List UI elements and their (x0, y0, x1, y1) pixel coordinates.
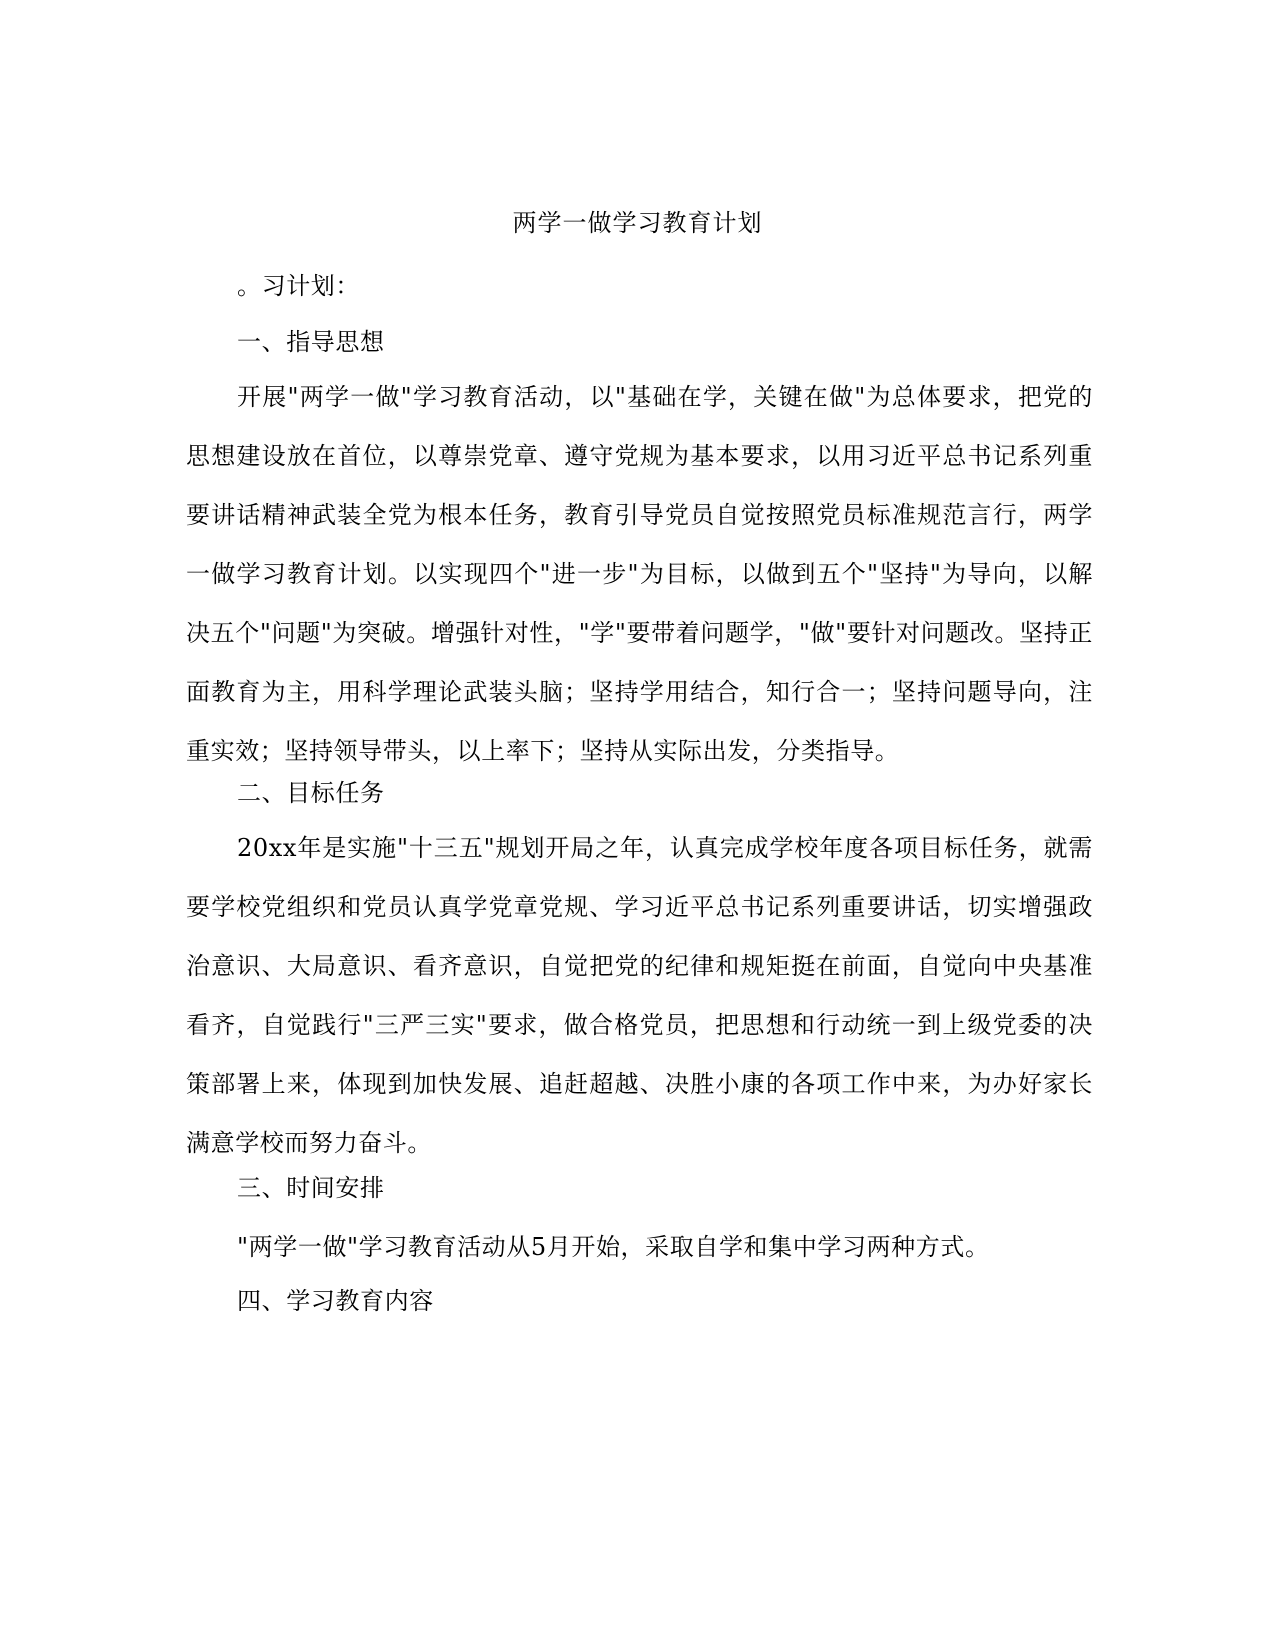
section-heading-schedule: 三、时间安排 (237, 1174, 385, 1202)
intro-line: 。习计划： (237, 272, 360, 300)
section-heading-guiding-thought: 一、指导思想 (237, 328, 385, 356)
section-heading-content: 四、学习教育内容 (237, 1287, 434, 1315)
section-paragraph-guiding-thought: 开展"两学一做"学习教育活动，以"基础在学，关键在做"为总体要求，把党的思想建设放在首位，以尊崇党章、遵守党规为基本要求，以用习近平总书记系列重要讲话精神武装全党为根本任务，教育引导党员自觉按照党员标准规范言行，两学一做学习教育计划。以实现四个"进一步"为目标，以做到五个"坚持"为导向，以解决五个"问题"为突破。增强针对性，"学"要带着问题学，"做"要针对问题改。坚持正面教育为主，用科学理论武装头脑；坚持学用结合，知行合一；坚持问题导向，注重实效；坚持领导带头，以上率下；坚持从实际出发，分类指导。 (186, 383, 1093, 765)
document-title: 两学一做学习教育计划 (512, 209, 763, 237)
section-paragraph-goals: 20xx年是实施"十三五"规划开局之年，认真完成学校年度各项目标任务，就需要学校党组织和党员认真学党章党规、学习近平总书记系列重要讲话，切实增强政治意识、大局意识、看齐意识，自觉把党的纪律和规矩挺在前面，自觉向中央基准看齐，自觉践行"三严三实"要求，做合格党员，把思想和行动统一到上级党委的决策部署上来，体现到加快发展、追赶超越、决胜小康的各项工作中来，为办好家长满意学校而努力奋斗。 (186, 834, 1093, 1157)
section-heading-goals: 二、目标任务 (237, 779, 385, 807)
section-paragraph-schedule: "两学一做"学习教育活动从5月开始，采取自学和集中学习两种方式。 (237, 1233, 990, 1261)
